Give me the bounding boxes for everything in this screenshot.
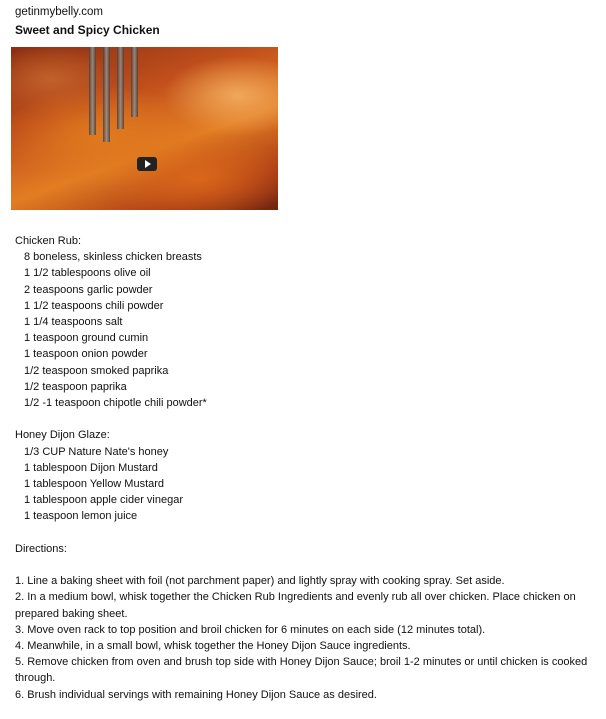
ingredient: 1/2 teaspoon paprika xyxy=(24,380,127,393)
direction-step: 6. Brush individual servings with remaining Honey Dijon Sauce as desired. xyxy=(15,688,377,701)
glaze-heading: Honey Dijon Glaze: xyxy=(15,429,110,442)
fork-tine xyxy=(117,47,124,129)
play-icon[interactable] xyxy=(137,157,157,171)
directions-heading: Directions: xyxy=(15,542,67,555)
direction-step: 3. Move oven rack to top position and broil chicken for 6 minutes on each side (12 minutes total). xyxy=(15,623,486,636)
ingredient: 1 tablespoon Dijon Mustard xyxy=(24,461,158,474)
ingredient: 1 1/4 teaspoons salt xyxy=(24,316,123,329)
direction-step: 4. Meanwhile, in a small bowl, whisk together the Honey Dijon Sauce ingredients. xyxy=(15,640,411,653)
recipe-content xyxy=(15,233,597,703)
ingredient: 1/2 -1 teaspoon chipotle chili powder* xyxy=(24,397,207,410)
ingredient: 1 1/2 tablespoons olive oil xyxy=(24,267,151,280)
ingredient: 1 tablespoon Yellow Mustard xyxy=(24,478,165,491)
ingredient: 2 teaspoons garlic powder xyxy=(24,283,153,296)
recipe-video-thumbnail[interactable] xyxy=(11,47,278,210)
direction-step: 1. Line a baking sheet with foil (not parchment paper) and lightly spray with cooking spray. Set aside. xyxy=(15,575,505,588)
direction-step: 5. Remove chicken from oven and brush top side with Honey Dijon Sauce; broil 1-2 minutes or until chicken is cooked through. xyxy=(15,656,588,685)
fork-tine xyxy=(103,47,110,142)
ingredient: 8 boneless, skinless chicken breasts xyxy=(24,251,202,264)
ingredient: 1 teaspoon onion powder xyxy=(24,348,148,361)
direction-step: 2. In a medium bowl, whisk together the Chicken Rub Ingredients and evenly rub all over chicken. Place chicken on prepared baking sheet. xyxy=(15,591,576,620)
site-name: getinmybelly.com xyxy=(15,6,103,18)
ingredient: 1 1/2 teaspoons chili powder xyxy=(24,299,164,312)
ingredient: 1/2 teaspoon smoked paprika xyxy=(24,364,169,377)
ingredient: 1 tablespoon apple cider vinegar xyxy=(24,494,184,507)
ingredient: 1/3 CUP Nature Nate's honey xyxy=(24,445,169,458)
ingredient: 1 teaspoon ground cumin xyxy=(24,332,149,345)
chicken-rub-heading: Chicken Rub: xyxy=(15,235,82,247)
fork-tine xyxy=(89,47,96,135)
ingredient: 1 teaspoon lemon juice xyxy=(24,510,138,523)
fork-tine xyxy=(131,47,138,117)
recipe-title: Sweet and Spicy Chicken xyxy=(15,23,160,37)
